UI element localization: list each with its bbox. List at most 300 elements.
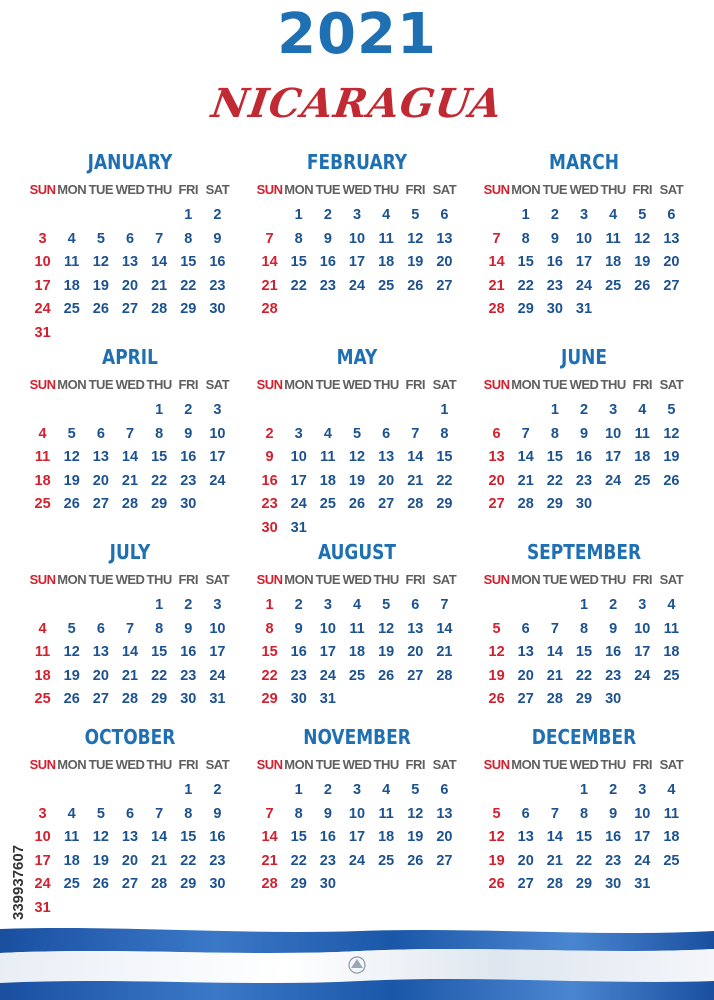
day-cell: 3 — [609, 402, 618, 418]
month-name: MAY — [336, 345, 378, 369]
weekday-sat: SAT — [205, 757, 230, 772]
day-cell: 22 — [575, 667, 593, 684]
week-row — [255, 251, 459, 275]
weekday-mon: MON — [57, 377, 87, 392]
empty-cell — [401, 298, 430, 322]
day-cell: 19 — [488, 852, 505, 869]
day-cell: 4 — [67, 805, 76, 822]
day-cell: 1 — [579, 782, 589, 798]
week-row — [255, 641, 459, 665]
week-row — [28, 594, 232, 618]
month-february — [255, 148, 459, 322]
empty-cell — [313, 298, 342, 322]
week-row — [255, 779, 459, 803]
weekday-tue: TUE — [542, 572, 568, 587]
day-cell: 14 — [261, 829, 278, 845]
empty-cell — [342, 399, 371, 423]
day-cell: 14 — [151, 829, 168, 845]
day-cell: 31 — [319, 691, 336, 707]
week-row — [255, 803, 459, 827]
day-cell: 7 — [550, 805, 559, 822]
day-cell: 16 — [180, 644, 197, 660]
day-cell: 28 — [121, 691, 139, 707]
day-cell: 9 — [579, 425, 589, 442]
day-cell: 28 — [151, 876, 168, 892]
day-cell: 2 — [609, 782, 618, 798]
day-cell: 3 — [352, 782, 362, 798]
day-cell: 30 — [605, 691, 622, 707]
week-row — [28, 850, 232, 874]
day-cell: 19 — [63, 667, 80, 684]
day-cell: 14 — [517, 449, 534, 465]
day-cell: 17 — [634, 829, 651, 845]
day-cell: 17 — [34, 852, 51, 869]
weekday-thu: THU — [146, 757, 172, 772]
day-cell: 24 — [290, 496, 307, 512]
weekday-fri: FRI — [632, 377, 652, 392]
month-august — [255, 538, 459, 712]
day-cell: 21 — [436, 644, 453, 660]
day-cell: 2 — [609, 597, 618, 613]
day-cell: 23 — [261, 496, 278, 512]
week-row — [482, 850, 686, 874]
empty-cell — [511, 399, 540, 423]
month-november — [255, 723, 459, 897]
empty-cell — [86, 897, 115, 921]
day-cell: 18 — [63, 277, 80, 294]
day-cell: 3 — [294, 425, 303, 442]
month-name: FEBRUARY — [306, 150, 408, 174]
empty-cell — [57, 779, 86, 803]
day-cell: 11 — [378, 805, 394, 822]
week-row — [28, 618, 232, 642]
day-cell: 5 — [411, 782, 420, 798]
day-cell: 25 — [348, 667, 366, 684]
week-row — [255, 665, 459, 689]
empty-cell — [511, 594, 540, 618]
day-cell: 4 — [609, 207, 618, 223]
weekday-thu: THU — [373, 757, 399, 772]
day-cell: 10 — [209, 620, 226, 637]
day-cell: 7 — [521, 425, 530, 442]
day-cell: 12 — [63, 644, 80, 660]
day-cell: 23 — [180, 667, 197, 684]
day-cell: 31 — [34, 324, 51, 341]
day-cell: 22 — [290, 277, 307, 294]
day-cell: 25 — [34, 496, 51, 512]
weekday-thu: THU — [146, 182, 172, 197]
day-cell: 15 — [151, 644, 168, 660]
day-cell: 24 — [348, 852, 366, 869]
month-name: JANUARY — [87, 150, 173, 174]
week-row — [28, 446, 232, 470]
week-row — [482, 641, 686, 665]
week-row — [255, 826, 459, 850]
day-cell: 21 — [546, 667, 563, 684]
weekday-fri: FRI — [178, 572, 198, 587]
day-cell: 3 — [638, 597, 647, 613]
day-cell: 24 — [34, 876, 51, 892]
day-cell: 20 — [378, 472, 395, 489]
week-row — [28, 204, 232, 228]
day-cell: 27 — [407, 667, 424, 684]
day-cell: 11 — [34, 449, 51, 465]
month-name: NOVEMBER — [303, 725, 411, 749]
empty-cell — [86, 204, 115, 228]
weekday-fri: FRI — [405, 572, 425, 587]
day-cell: 8 — [294, 230, 303, 247]
week-row — [482, 228, 686, 252]
day-cell: 15 — [546, 449, 563, 465]
empty-cell — [372, 517, 401, 541]
day-cell: 30 — [180, 496, 197, 512]
empty-cell — [57, 322, 86, 346]
day-cell: 7 — [155, 230, 164, 247]
day-cell: 26 — [407, 852, 424, 869]
week-row — [255, 275, 459, 299]
empty-cell — [86, 322, 115, 346]
day-cell: 15 — [575, 644, 593, 660]
day-cell: 16 — [546, 254, 563, 270]
day-grid — [255, 779, 459, 897]
day-cell: 29 — [180, 301, 197, 317]
empty-cell — [657, 493, 686, 517]
week-row — [28, 470, 232, 494]
day-cell: 22 — [261, 667, 278, 684]
week-row — [482, 618, 686, 642]
day-cell: 12 — [63, 449, 80, 465]
day-cell: 13 — [436, 230, 453, 247]
stock-watermark — [6, 760, 30, 920]
day-cell: 14 — [121, 644, 139, 660]
day-cell: 5 — [492, 805, 501, 822]
day-grid — [28, 779, 232, 920]
day-cell: 5 — [411, 207, 420, 223]
day-cell: 30 — [180, 691, 197, 707]
weekday-mon: MON — [284, 182, 314, 197]
day-cell: 3 — [38, 230, 47, 247]
day-cell: 25 — [663, 852, 680, 869]
empty-cell — [599, 298, 628, 322]
empty-cell — [145, 204, 174, 228]
day-cell: 30 — [319, 876, 336, 892]
day-cell: 15 — [517, 254, 534, 270]
week-row — [255, 850, 459, 874]
day-cell: 23 — [290, 667, 307, 684]
day-cell: 16 — [319, 829, 336, 845]
month-july — [28, 538, 232, 712]
day-cell: 13 — [488, 449, 505, 465]
empty-cell — [28, 204, 57, 228]
week-row — [482, 594, 686, 618]
weekday-wed: WED — [342, 757, 372, 772]
day-cell: 24 — [575, 277, 593, 294]
day-cell: 10 — [605, 425, 622, 442]
empty-cell — [372, 298, 401, 322]
day-cell: 1 — [521, 207, 530, 223]
day-cell: 13 — [121, 254, 139, 270]
month-january — [28, 148, 232, 345]
empty-cell — [628, 298, 657, 322]
weekday-sun: SUN — [483, 377, 510, 392]
day-cell: 4 — [382, 782, 391, 798]
day-cell: 5 — [67, 620, 76, 637]
day-cell: 7 — [550, 620, 559, 637]
day-cell: 9 — [265, 449, 274, 465]
day-cell: 27 — [92, 691, 109, 707]
empty-cell — [401, 517, 430, 541]
day-cell: 16 — [319, 254, 336, 270]
week-row — [28, 873, 232, 897]
week-row — [255, 399, 459, 423]
week-row — [28, 641, 232, 665]
day-cell: 22 — [575, 852, 593, 869]
weekday-mon: MON — [57, 572, 87, 587]
weekday-sun: SUN — [29, 377, 56, 392]
weekday-wed: WED — [115, 182, 145, 197]
day-cell: 9 — [323, 805, 332, 822]
day-cell: 3 — [638, 782, 647, 798]
day-cell: 19 — [407, 829, 424, 845]
weekday-mon: MON — [511, 182, 541, 197]
day-cell: 6 — [440, 207, 449, 223]
day-cell: 19 — [378, 644, 395, 660]
day-cell: 9 — [609, 805, 618, 822]
day-cell: 2 — [265, 425, 274, 442]
empty-cell — [482, 594, 511, 618]
day-cell: 5 — [352, 425, 362, 442]
week-row — [255, 298, 459, 322]
day-cell: 14 — [121, 449, 139, 465]
day-cell: 27 — [488, 496, 505, 512]
day-cell: 6 — [382, 425, 391, 442]
day-cell: 21 — [517, 472, 534, 489]
weekday-header — [28, 568, 232, 592]
day-cell: 12 — [663, 425, 680, 442]
day-cell: 21 — [121, 472, 139, 489]
empty-cell — [401, 688, 430, 712]
week-row — [255, 228, 459, 252]
weekday-wed: WED — [115, 757, 145, 772]
week-row — [255, 493, 459, 517]
weekday-wed: WED — [569, 757, 599, 772]
day-cell: 7 — [125, 425, 135, 442]
day-cell: 17 — [634, 644, 651, 660]
empty-cell — [628, 493, 657, 517]
day-cell: 14 — [488, 254, 505, 270]
week-row — [28, 228, 232, 252]
weekday-thu: THU — [373, 377, 399, 392]
day-cell: 14 — [546, 644, 563, 660]
weekday-sat: SAT — [205, 377, 230, 392]
empty-cell — [430, 298, 459, 322]
day-cell: 10 — [634, 805, 651, 822]
day-cell: 3 — [213, 597, 222, 613]
weekday-wed: WED — [115, 572, 145, 587]
day-cell: 24 — [209, 472, 226, 489]
day-cell: 23 — [180, 472, 197, 489]
day-cell: 6 — [492, 425, 501, 442]
weekday-thu: THU — [373, 572, 399, 587]
day-cell: 10 — [575, 230, 593, 247]
day-cell: 5 — [96, 805, 105, 822]
empty-cell — [372, 399, 401, 423]
empty-cell — [628, 688, 657, 712]
week-row — [482, 493, 686, 517]
day-cell: 16 — [575, 449, 593, 465]
day-cell: 10 — [319, 620, 336, 637]
empty-cell — [342, 517, 371, 541]
day-cell: 11 — [34, 644, 51, 660]
weekday-mon: MON — [511, 377, 541, 392]
weekday-tue: TUE — [315, 182, 341, 197]
day-cell: 27 — [517, 876, 534, 892]
empty-cell — [174, 897, 203, 921]
week-row — [482, 275, 686, 299]
day-cell: 15 — [575, 829, 593, 845]
day-cell: 30 — [546, 301, 563, 317]
weekday-mon: MON — [511, 572, 541, 587]
weekday-fri: FRI — [405, 377, 425, 392]
day-cell: 29 — [151, 496, 168, 512]
day-cell: 29 — [575, 691, 593, 707]
day-grid — [482, 399, 686, 517]
empty-cell — [115, 897, 144, 921]
weekday-thu: THU — [600, 377, 626, 392]
day-cell: 2 — [294, 597, 303, 613]
day-cell: 24 — [605, 472, 622, 489]
day-cell: 10 — [290, 449, 307, 465]
day-cell: 23 — [605, 852, 622, 869]
day-cell: 11 — [663, 805, 680, 822]
day-cell: 19 — [663, 449, 680, 465]
weekday-header — [482, 178, 686, 202]
day-cell: 4 — [382, 207, 391, 223]
day-cell: 7 — [411, 425, 420, 442]
day-cell: 19 — [348, 472, 366, 489]
day-cell: 5 — [382, 597, 391, 613]
weekday-mon: MON — [57, 757, 87, 772]
day-cell: 8 — [579, 805, 589, 822]
day-cell: 9 — [184, 620, 193, 637]
day-cell: 21 — [261, 852, 278, 869]
weekday-tue: TUE — [315, 572, 341, 587]
weekday-fri: FRI — [178, 757, 198, 772]
empty-cell — [115, 322, 144, 346]
weekday-sun: SUN — [483, 182, 510, 197]
weekday-wed: WED — [115, 377, 145, 392]
month-name: JUNE — [561, 345, 607, 369]
day-cell: 29 — [290, 876, 307, 892]
weekday-sun: SUN — [29, 182, 56, 197]
empty-cell — [145, 897, 174, 921]
empty-cell — [657, 873, 686, 897]
weekday-tue: TUE — [88, 182, 114, 197]
empty-cell — [28, 399, 57, 423]
day-cell: 23 — [605, 667, 622, 684]
weekday-header — [255, 568, 459, 592]
empty-cell — [284, 399, 313, 423]
day-cell: 13 — [517, 829, 534, 845]
weekday-mon: MON — [57, 182, 87, 197]
day-cell: 8 — [184, 230, 193, 247]
weekday-header — [255, 753, 459, 777]
day-cell: 11 — [634, 425, 650, 442]
day-cell: 4 — [67, 230, 76, 247]
empty-cell — [540, 594, 569, 618]
day-cell: 30 — [575, 496, 593, 512]
day-cell: 29 — [575, 876, 593, 892]
day-cell: 6 — [96, 620, 105, 637]
day-cell: 15 — [180, 254, 197, 270]
day-cell: 21 — [151, 277, 168, 294]
day-cell: 16 — [290, 644, 307, 660]
day-cell: 22 — [151, 667, 168, 684]
weekday-mon: MON — [511, 757, 541, 772]
day-cell: 23 — [546, 277, 563, 294]
weekday-fri: FRI — [178, 377, 198, 392]
day-cell: 16 — [605, 829, 622, 845]
day-cell: 14 — [151, 254, 168, 270]
month-april — [28, 343, 232, 517]
day-cell: 11 — [320, 449, 336, 465]
day-cell: 11 — [64, 254, 80, 270]
weekday-sat: SAT — [659, 757, 684, 772]
day-cell: 1 — [294, 782, 303, 798]
empty-cell — [313, 517, 342, 541]
day-cell: 3 — [579, 207, 589, 223]
day-cell: 21 — [546, 852, 563, 869]
empty-cell — [657, 298, 686, 322]
day-cell: 20 — [517, 852, 534, 869]
weekday-sat: SAT — [432, 377, 457, 392]
day-cell: 12 — [407, 805, 424, 822]
weekday-fri: FRI — [632, 182, 652, 197]
day-cell: 8 — [521, 230, 530, 247]
day-cell: 13 — [378, 449, 395, 465]
day-cell: 23 — [575, 472, 593, 489]
empty-cell — [511, 779, 540, 803]
weekday-fri: FRI — [405, 182, 425, 197]
weekday-header — [28, 178, 232, 202]
week-row — [28, 688, 232, 712]
weekday-tue: TUE — [542, 757, 568, 772]
empty-cell — [255, 779, 284, 803]
empty-cell — [57, 594, 86, 618]
day-cell: 18 — [63, 852, 80, 869]
day-cell: 12 — [634, 230, 651, 247]
day-cell: 28 — [261, 876, 278, 892]
empty-cell — [482, 399, 511, 423]
day-cell: 10 — [348, 805, 366, 822]
day-cell: 3 — [323, 597, 332, 613]
day-cell: 18 — [378, 254, 395, 270]
day-cell: 5 — [667, 402, 676, 418]
month-march — [482, 148, 686, 322]
weekday-header — [28, 373, 232, 397]
day-cell: 8 — [294, 805, 303, 822]
day-cell: 29 — [180, 876, 197, 892]
day-cell: 12 — [348, 449, 366, 465]
weekday-sat: SAT — [432, 572, 457, 587]
month-name: OCTOBER — [84, 725, 176, 749]
weekday-header — [482, 753, 686, 777]
weekday-tue: TUE — [542, 182, 568, 197]
weekday-thu: THU — [600, 182, 626, 197]
empty-cell — [430, 517, 459, 541]
day-cell: 27 — [92, 496, 109, 512]
month-name: MARCH — [549, 150, 619, 174]
